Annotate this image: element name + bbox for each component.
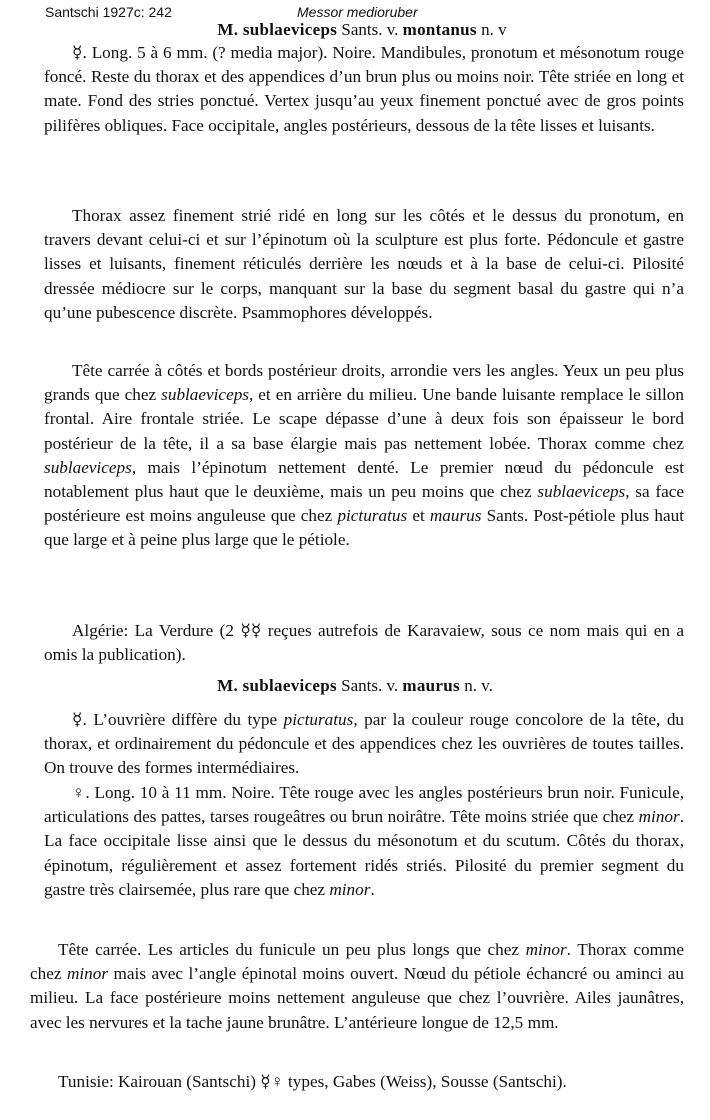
taxon-status: n. v: [481, 20, 507, 39]
taxon-variety: montanus: [402, 20, 477, 39]
species-ref: sublaeviceps: [537, 482, 626, 502]
species-ref: picturatus: [283, 710, 354, 729]
citation-header: Santschi 1927c: 242: [45, 4, 172, 20]
species-ref: sublaeviceps: [44, 457, 132, 477]
section-title-maurus: [0, 676, 710, 696]
paragraph-locality-tunisia: Tunisie: Kairouan (Santschi) ☿♀ types, Gabes (Weiss), Sousse (Santschi).: [58, 1072, 567, 1091]
taxon-name: M. sublaeviceps: [217, 676, 337, 695]
species-ref: sublaeviceps: [161, 385, 249, 405]
paragraph-worker-description: ☿. Long. 5 à 6 mm. (? media major). Noire. Mandibules, pronotum et mésonotum rouge foncé. Reste du thorax et des appendices d’un brun plus ou moins noir. Tête striée en long et mate. Fond des stries ponctué. Vertex jusqu’au yeux finement ponctué avec de gros points pilifères obliques. Face occipitale, angles postérieurs, dessous de la tête lisses et luisants.: [44, 43, 684, 135]
taxon-author: Sants. v.: [341, 20, 399, 39]
paragraph-thorax-description: Thorax assez finement strié ridé en long sur les côtés et le dessus du pronotum, en travers devant celui-ci et sur l’épinotum où la sculpture est plus forte. Pédoncule et gastre lisses et luisants, finement réticulés derrière les nœuds et à la base de celui-ci. Pilosité dressée médiocre sur le corps, manquant sur la base du segment basal du gastre qui n’a qu’une pubescence discrète. Psammophores développés.: [44, 206, 684, 322]
species-ref: minor: [525, 940, 567, 959]
paragraph-queen-maurus: ♀. Long. 10 à 11 mm. Noire. Tête rouge avec les angles postérieurs brun noir. Funicule, articulations des pattes, tarses rougeâtres ou brun noirâtre. Tête moins striée que chez minor. La face occipitale lisse ainsi que le dessus du mésonotum et du scutum. Côtés du thorax, épinotum, régulièrement et assez fortement ridés striés. Pilosité du premier segment du gastre très clairsemée, plus rare que chez minor.: [44, 783, 684, 899]
paragraph-locality-algeria: Algérie: La Verdure (2 ☿☿ reçues autrefois de Karavaiew, sous ce nom mais qui en a omis la publication).: [44, 621, 684, 665]
species-ref: maurus: [429, 506, 482, 526]
taxon-author: Sants. v.: [341, 676, 399, 695]
taxon-status: n. v.: [464, 676, 493, 695]
section-title-montanus: [0, 20, 710, 40]
species-ref: minor: [329, 879, 371, 899]
species-ref: minor: [66, 964, 109, 984]
taxon-name: M. sublaeviceps: [217, 20, 338, 39]
species-ref: picturatus: [337, 506, 408, 526]
paragraph-worker-maurus: ☿. L’ouvrière diffère du type picturatus, par la couleur rouge concolore de la tête, du thorax, et ordinairement du pédoncule et des appendices chez les ouvrières de toutes tailles. On trouve des formes intermédiaires.: [44, 710, 685, 778]
taxon-variety: maurus: [402, 676, 460, 695]
species-ref: minor: [638, 807, 680, 827]
species-header: Messor medioruber: [297, 4, 418, 20]
paragraph-head-description: Tête carrée à côtés et bords postérieur droits, arrondie vers les angles. Yeux un peu plus grands que chez sublaeviceps, et en arrière du milieu. Une bande luisante remplace le sillon frontal. Aire frontale striée. Le scape dépasse d’une à deux fois son épaisseur le bord postérieur de la tête, il a sa base élargie mais pas nettement lobée. Thorax comme chez sublaeviceps, mais l’épinotum nettement denté. Le premier nœud du pédoncule est notablement plus haut que le deuxième, mais un peu moins que chez sublaeviceps, sa face postérieure est moins anguleuse que chez picturatus et maurus Sants. Post-pétiole plus haut que large et à peine plus large que le pétiole.: [44, 361, 684, 550]
paragraph-queen-head: Tête carrée. Les articles du funicule un peu plus longs que chez minor. Thorax comme chez minor mais avec l’angle épinotal moins ouvert. Nœud du pétiole échancré ou aminci au milieu. La face postérieure moins nettement anguleuse que chez l’ouvrière. Ailes jaunâtres, avec les nervures et la tache jaune brunâtre. L’antérieure longue de 12,5 mm.: [30, 940, 684, 1032]
